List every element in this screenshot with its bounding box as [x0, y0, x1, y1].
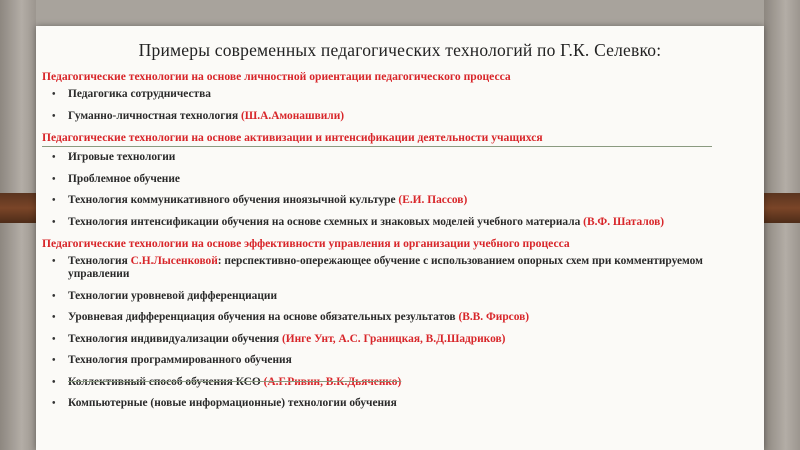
- author-name: (В.В. Фирсов): [458, 311, 530, 323]
- bullet-icon: •: [52, 290, 56, 302]
- list-item: • Технология С.Н.Лысенковой: перспективно-опережающее обучение с использованием опорных схем при комментируемом управлении: [52, 255, 703, 280]
- section-heading: Педагогические технологии на основе активизации и интенсификации деятельности учащихся: [42, 131, 712, 147]
- slide-content: [42, 70, 742, 419]
- bullet-icon: •: [52, 256, 56, 267]
- list-item: • Коллективный способ обучения КСО (А.Г.Ривин, В.К.Дьяченко): [52, 375, 402, 388]
- list-item: • Компьютерные (новые информационные) технологии обучения: [52, 397, 397, 409]
- list-item: • Гуманно-личностная технология (Ш.А.Амонашвили): [52, 109, 345, 122]
- author-name: (А.Г.Ривин, В.К.Дьяченко): [263, 375, 402, 388]
- author-name: (В.Ф. Шаталов): [583, 215, 665, 228]
- list-item: • Проблемное обучение: [52, 172, 180, 185]
- list-item: • Игровые технологии: [52, 151, 176, 163]
- background-right: [764, 0, 800, 450]
- section-heading: Педагогические технологии на основе эффективности управления и организации учебного процесса: [42, 237, 570, 250]
- bullet-icon: •: [52, 376, 56, 388]
- list-item: • Технологии уровневой дифференциации: [52, 289, 278, 302]
- list-item: • Уровневая дифференциация обучения на основе обязательных результатов (В.В. Фирсов): [52, 311, 530, 323]
- list-item: • Технология индивидуализации обучения (Инге Унт, А.С. Границкая, В.Д.Шадриков): [52, 332, 506, 345]
- author-name: (Е.И. Пассов): [398, 194, 468, 206]
- background-left: [0, 0, 36, 450]
- bullet-icon: •: [52, 216, 56, 228]
- bullet-icon: •: [52, 110, 56, 122]
- bullet-icon: •: [52, 312, 56, 323]
- list-item: • Технология коммуникативного обучения иноязычной культуре (Е.И. Пассов): [52, 194, 468, 206]
- bullet-icon: •: [52, 152, 56, 163]
- bullet-icon: •: [52, 195, 56, 206]
- list-item: • Технология программированного обучения: [52, 354, 292, 366]
- author-name: (Инге Унт, А.С. Границкая, В.Д.Шадриков): [281, 332, 506, 345]
- bullet-icon: •: [52, 89, 56, 100]
- bullet-icon: •: [52, 333, 56, 345]
- section-list: [42, 151, 742, 229]
- author-name: С.Н.Лысенковой: [130, 255, 218, 267]
- bullet-icon: •: [52, 355, 56, 366]
- section-list: [42, 255, 742, 410]
- bullet-icon: •: [52, 173, 56, 185]
- section-list: [42, 88, 742, 123]
- bullet-icon: •: [52, 398, 56, 409]
- slide: [36, 26, 764, 450]
- list-item: • Педагогика сотрудничества: [52, 88, 211, 100]
- section-heading: Педагогические технологии на основе личностной ориентации педагогического процесса: [42, 70, 511, 83]
- author-name: (Ш.А.Амонашвили): [240, 109, 345, 122]
- slide-title: Примеры современных педагогических технологий по Г.К. Селевко:: [138, 40, 662, 60]
- list-item: • Технология интенсификации обучения на основе схемных и знаковых моделей учебного материала (В.Ф. Шаталов): [52, 215, 665, 228]
